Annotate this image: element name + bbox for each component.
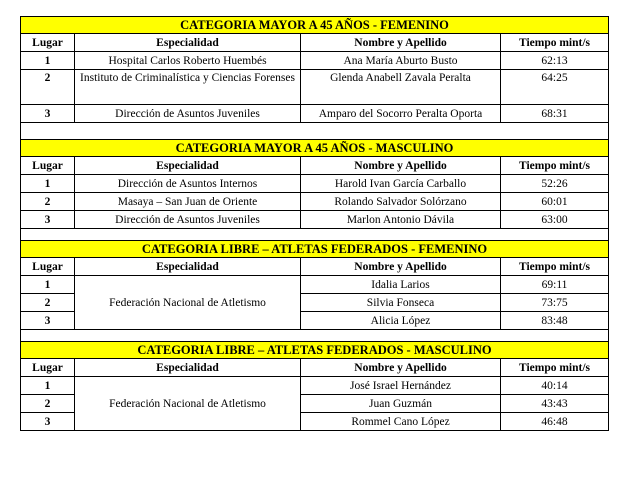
place-cell: 1 xyxy=(21,175,75,193)
table-row xyxy=(21,193,609,211)
spacer-row xyxy=(21,123,609,140)
table-row xyxy=(21,175,609,193)
col-nombre: Nombre y Apellido xyxy=(301,359,501,377)
col-especialidad: Especialidad xyxy=(75,157,301,175)
especialidad-cell: Hospital Carlos Roberto Huembés xyxy=(75,52,301,70)
especialidad-cell: Masaya – San Juan de Oriente xyxy=(75,193,301,211)
column-header-row xyxy=(21,359,609,377)
place-cell: 2 xyxy=(21,193,75,211)
col-nombre: Nombre y Apellido xyxy=(301,34,501,52)
col-lugar: Lugar xyxy=(21,359,75,377)
tiempo-cell: 69:11 xyxy=(501,276,609,294)
especialidad-cell: Dirección de Asuntos Juveniles xyxy=(75,211,301,229)
category-header xyxy=(21,17,609,34)
category-header xyxy=(21,140,609,157)
category-title: CATEGORIA LIBRE – ATLETAS FEDERADOS - MASCULINO xyxy=(21,342,609,359)
especialidad-cell: Dirección de Asuntos Internos xyxy=(75,175,301,193)
place-cell: 2 xyxy=(21,395,75,413)
col-especialidad: Especialidad xyxy=(75,258,301,276)
category-title: CATEGORIA MAYOR A 45 AÑOS - MASCULINO xyxy=(21,140,609,157)
nombre-cell: Rommel Cano López xyxy=(301,413,501,431)
table-row xyxy=(21,52,609,70)
col-tiempo: Tiempo mint/s xyxy=(501,34,609,52)
tiempo-cell: 62:13 xyxy=(501,52,609,70)
category-title: CATEGORIA MAYOR A 45 AÑOS - FEMENINO xyxy=(21,17,609,34)
place-cell: 3 xyxy=(21,413,75,431)
results-table xyxy=(20,16,609,431)
tiempo-cell: 64:25 xyxy=(501,70,609,105)
tiempo-cell: 83:48 xyxy=(501,312,609,330)
category-header xyxy=(21,342,609,359)
place-cell: 2 xyxy=(21,294,75,312)
column-header-row xyxy=(21,258,609,276)
spacer-cell xyxy=(21,229,609,241)
spacer-cell xyxy=(21,123,609,140)
col-lugar: Lugar xyxy=(21,258,75,276)
place-cell: 1 xyxy=(21,377,75,395)
nombre-cell: Harold Ivan García Carballo xyxy=(301,175,501,193)
table-row xyxy=(21,211,609,229)
nombre-cell: Ana María Aburto Busto xyxy=(301,52,501,70)
col-lugar: Lugar xyxy=(21,157,75,175)
column-header-row xyxy=(21,34,609,52)
table-row xyxy=(21,377,609,395)
tiempo-cell: 43:43 xyxy=(501,395,609,413)
especialidad-cell: Federación Nacional de Atletismo xyxy=(75,276,301,330)
col-especialidad: Especialidad xyxy=(75,359,301,377)
tiempo-cell: 46:48 xyxy=(501,413,609,431)
table-row xyxy=(21,105,609,123)
nombre-cell: Idalia Larios xyxy=(301,276,501,294)
especialidad-cell: Federación Nacional de Atletismo xyxy=(75,377,301,431)
category-title: CATEGORIA LIBRE – ATLETAS FEDERADOS - FEMENINO xyxy=(21,241,609,258)
table-row xyxy=(21,70,609,105)
nombre-cell: José Israel Hernández xyxy=(301,377,501,395)
tiempo-cell: 73:75 xyxy=(501,294,609,312)
col-nombre: Nombre y Apellido xyxy=(301,258,501,276)
col-lugar: Lugar xyxy=(21,34,75,52)
place-cell: 3 xyxy=(21,211,75,229)
place-cell: 2 xyxy=(21,70,75,105)
nombre-cell: Silvia Fonseca xyxy=(301,294,501,312)
spacer-row xyxy=(21,229,609,241)
nombre-cell: Rolando Salvador Solórzano xyxy=(301,193,501,211)
category-header xyxy=(21,241,609,258)
especialidad-cell: Dirección de Asuntos Juveniles xyxy=(75,105,301,123)
nombre-cell: Juan Guzmán xyxy=(301,395,501,413)
place-cell: 1 xyxy=(21,52,75,70)
place-cell: 1 xyxy=(21,276,75,294)
col-tiempo: Tiempo mint/s xyxy=(501,359,609,377)
tiempo-cell: 68:31 xyxy=(501,105,609,123)
nombre-cell: Alicia López xyxy=(301,312,501,330)
col-tiempo: Tiempo mint/s xyxy=(501,157,609,175)
especialidad-cell: Instituto de Criminalística y Ciencias Forenses xyxy=(75,70,301,105)
column-header-row xyxy=(21,157,609,175)
nombre-cell: Amparo del Socorro Peralta Oporta xyxy=(301,105,501,123)
tiempo-cell: 60:01 xyxy=(501,193,609,211)
nombre-cell: Glenda Anabell Zavala Peralta xyxy=(301,70,501,105)
tiempo-cell: 40:14 xyxy=(501,377,609,395)
col-nombre: Nombre y Apellido xyxy=(301,157,501,175)
col-especialidad: Especialidad xyxy=(75,34,301,52)
tiempo-cell: 52:26 xyxy=(501,175,609,193)
col-tiempo: Tiempo mint/s xyxy=(501,258,609,276)
nombre-cell: Marlon Antonio Dávila xyxy=(301,211,501,229)
place-cell: 3 xyxy=(21,105,75,123)
tiempo-cell: 63:00 xyxy=(501,211,609,229)
place-cell: 3 xyxy=(21,312,75,330)
spacer-cell xyxy=(21,330,609,342)
table-row xyxy=(21,276,609,294)
spacer-row xyxy=(21,330,609,342)
